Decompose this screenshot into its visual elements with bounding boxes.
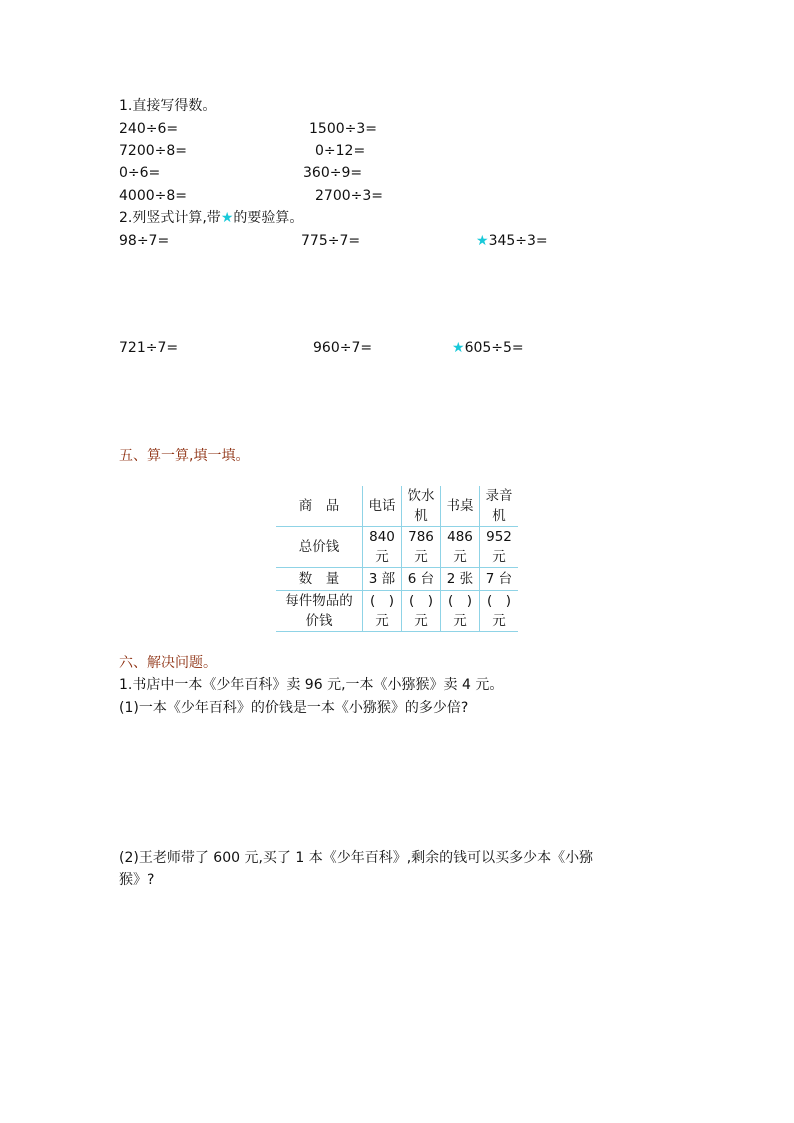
q1-item: 4000÷8= — [119, 188, 187, 204]
cell-text: ( ) — [447, 593, 473, 609]
table-row — [276, 527, 518, 568]
answer-blank-cell[interactable] — [480, 591, 519, 632]
table-row — [276, 591, 518, 632]
star-icon: ★ — [452, 340, 465, 356]
q2-title — [119, 208, 303, 228]
table-cell: 数 量 — [276, 568, 363, 591]
q2-item: 98÷7= — [119, 233, 170, 249]
cell-text: 元 — [414, 549, 428, 565]
table-cell — [276, 591, 363, 632]
q2-title-before: 2.列竖式计算,带 — [119, 210, 221, 226]
q2-item-text: 605÷5= — [464, 340, 524, 356]
q2-item-text: 345÷3= — [488, 233, 548, 249]
table-cell: 总价钱 — [276, 527, 363, 568]
cell-text: 元 — [375, 613, 389, 629]
cell-text: 元 — [414, 613, 428, 629]
goods-price-table — [276, 486, 518, 632]
q1-item: 2700÷3= — [315, 188, 383, 204]
cell-text: ( ) — [408, 593, 434, 609]
q1-item: 240÷6= — [119, 121, 179, 137]
answer-blank-cell[interactable] — [402, 591, 441, 632]
problem1-sub1: (1)一本《少年百科》的价钱是一本《小猕猴》的多少倍? — [119, 700, 469, 716]
cell-text: 录音 — [485, 488, 513, 504]
table-cell — [402, 527, 441, 568]
cell-text: 元 — [453, 613, 467, 629]
q2-item: 721÷7= — [119, 340, 179, 356]
q1-title: 1.直接写得数。 — [119, 98, 217, 114]
cell-text: 机 — [414, 508, 428, 524]
table-cell — [480, 527, 519, 568]
q2-item-starred — [476, 231, 548, 251]
cell-text: ( ) — [369, 593, 395, 609]
problem1-sub2-line1: (2)王老师带了 600 元,买了 1 本《少年百科》,剩余的钱可以买多少本《小猕 — [119, 850, 594, 866]
answer-blank-cell[interactable] — [363, 591, 402, 632]
cell-text: 元 — [453, 549, 467, 565]
section5-heading: 五、算一算,填一填。 — [119, 448, 250, 464]
cell-text: ( ) — [486, 593, 512, 609]
cell-text: 书桌 — [446, 498, 474, 514]
cell-text: 元 — [492, 549, 506, 565]
q2-item-starred — [452, 338, 524, 358]
cell-text: 840 — [369, 529, 395, 545]
table-cell — [441, 486, 480, 527]
cell-text: 价钱 — [305, 613, 333, 629]
q1-item: 360÷9= — [303, 165, 363, 181]
star-icon: ★ — [220, 210, 234, 226]
table-cell — [480, 486, 519, 527]
cell-text: 机 — [492, 508, 506, 524]
cell-text: 饮水 — [407, 488, 435, 504]
answer-blank-cell[interactable] — [441, 591, 480, 632]
cell-text: 486 — [447, 529, 473, 545]
table-cell — [363, 527, 402, 568]
cell-text: 电话 — [368, 498, 396, 514]
table-row — [276, 568, 518, 591]
problem1-sub2-line2: 猴》? — [119, 872, 155, 888]
section6-heading: 六、解决问题。 — [119, 655, 217, 671]
q1-item: 0÷6= — [119, 165, 161, 181]
q2-title-after: 的要验算。 — [233, 210, 304, 226]
problem1-text: 1.书店中一本《少年百科》卖 96 元,一本《小猕猴》卖 4 元。 — [119, 677, 504, 693]
q2-item: 775÷7= — [301, 233, 361, 249]
table-cell — [363, 486, 402, 527]
star-icon: ★ — [476, 233, 489, 249]
table-cell: 3 部 — [363, 568, 402, 591]
q1-item: 0÷12= — [315, 143, 366, 159]
q2-item: 960÷7= — [313, 340, 373, 356]
cell-text: 786 — [408, 529, 434, 545]
cell-text: 每件物品的 — [285, 593, 353, 609]
q1-item: 1500÷3= — [309, 121, 377, 137]
q1-item: 7200÷8= — [119, 143, 187, 159]
table-row — [276, 486, 518, 527]
table-cell: 2 张 — [441, 568, 480, 591]
cell-text: 元 — [375, 549, 389, 565]
cell-text: 元 — [492, 613, 506, 629]
table-cell — [441, 527, 480, 568]
cell-text: 952 — [486, 529, 512, 545]
table-cell: 6 台 — [402, 568, 441, 591]
table-cell: 7 台 — [480, 568, 519, 591]
table-cell — [402, 486, 441, 527]
table-cell: 商 品 — [276, 486, 363, 527]
